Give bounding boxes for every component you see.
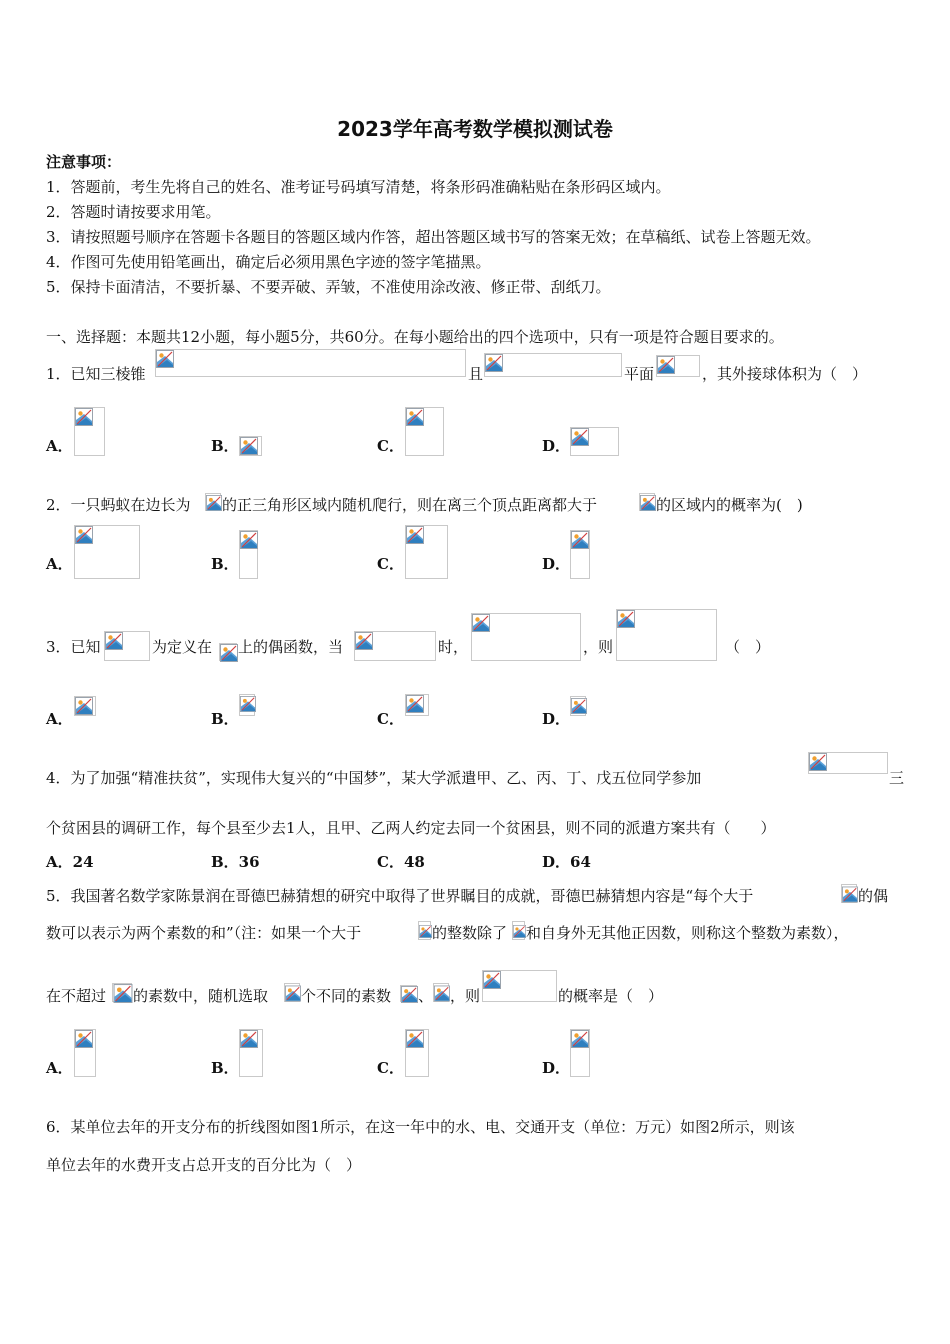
option-a-label: A． (46, 555, 73, 573)
broken-image-icon (75, 697, 93, 715)
broken-image-icon (513, 922, 526, 941)
q6-text: 单位去年的水费开支占总开支的百分比为（ ） (46, 1156, 362, 1174)
option-d-image (570, 696, 586, 716)
option-c-image (405, 1029, 429, 1077)
broken-image-icon (485, 354, 503, 372)
formula-image (400, 985, 417, 1002)
option-d-image (570, 427, 619, 456)
q5-text: 的概率是（ ） (558, 987, 664, 1005)
formula-image (354, 631, 436, 661)
option-b-label: B． (211, 710, 239, 728)
section-heading: 一、选择题：本题共12小题，每小题5分，共60分。在每小题给出的四个选项中，只有一项是符合题目要求的。 (46, 328, 784, 346)
broken-image-icon (472, 614, 490, 632)
q5-text: 数可以表示为两个素数的和”（注：如果一个大于 (46, 924, 362, 942)
broken-image-icon (285, 984, 301, 1003)
formula-image (639, 493, 655, 511)
q1-text: 1．已知三棱锥 (46, 365, 146, 383)
option-c-label: C． (377, 1059, 404, 1077)
option-d-image (570, 1029, 590, 1077)
option-d: D．64 (542, 853, 591, 871)
formula-image (104, 631, 150, 661)
option-c-label: C． (377, 710, 404, 728)
broken-image-icon (240, 1030, 258, 1048)
option-c-label: C． (377, 437, 404, 455)
option-b-image (239, 436, 262, 456)
q5-text: 5．我国著名数学家陈景润在哥德巴赫猜想的研究中取得了世界瞩目的成就，哥德巴赫猜想内容是“每个大于 (46, 887, 754, 905)
broken-image-icon (240, 531, 258, 549)
option-a-image (74, 525, 140, 579)
q1-text: 且 (468, 365, 484, 383)
broken-image-icon (220, 644, 238, 662)
formula-image (616, 609, 717, 661)
q4-text: 三 (889, 769, 905, 787)
broken-image-icon (571, 428, 589, 446)
option-a-image (74, 696, 96, 716)
broken-image-icon (355, 632, 373, 650)
broken-image-icon (240, 695, 256, 713)
q6-text: 6．某单位去年的开支分布的折线图如图1所示，在这一年中的水、电、交通开支（单位：万元）如图2所示，则该 (46, 1118, 795, 1136)
q5-text: 和自身外无其他正因数，则称这个整数为素数）， (526, 924, 849, 942)
option-b-label: B． (211, 437, 239, 455)
broken-image-icon (483, 971, 501, 989)
formula-image (471, 613, 581, 661)
broken-image-icon (206, 494, 222, 512)
page-title: 2023学年高考数学模拟测试卷 (337, 117, 613, 141)
q5-text: 、 (418, 987, 434, 1005)
formula-image (656, 355, 700, 377)
broken-image-icon (401, 986, 418, 1003)
option-b-image (239, 1029, 263, 1077)
q2-text: 2．一只蚂蚁在边长为 (46, 496, 191, 514)
option-a-image (74, 1029, 96, 1077)
broken-image-icon (105, 632, 123, 650)
notice-item: 5．保持卡面清洁，不要折暴、不要弄破、弄皱，不准使用涂改液、修正带、刮纸刀。 (46, 278, 611, 296)
formula-image (482, 970, 557, 1002)
formula-image (484, 353, 622, 377)
broken-image-icon (419, 922, 432, 941)
option-d-image (570, 530, 590, 579)
broken-image-icon (113, 984, 133, 1003)
notice-item: 4．作图可先使用铅笔画出，确定后必须用黑色字迹的签字笔描黑。 (46, 253, 491, 271)
broken-image-icon (75, 408, 93, 426)
broken-image-icon (571, 1030, 589, 1048)
q5-text: 的整数除了 (432, 924, 508, 942)
notice-heading: 注意事项： (46, 153, 122, 171)
formula-image (512, 921, 525, 940)
broken-image-icon (406, 526, 424, 544)
q3-text: 为定义在 (152, 638, 213, 656)
broken-image-icon (842, 885, 858, 904)
q3-text: 时， (438, 638, 469, 656)
option-c: C．48 (377, 853, 425, 871)
option-a-label: A． (46, 710, 73, 728)
q5-text: ，则 (450, 987, 481, 1005)
q2-text: 的区域内的概率为( ) (656, 496, 803, 514)
formula-image (112, 983, 132, 1002)
option-b-image (239, 694, 255, 716)
option-c-image (405, 525, 448, 579)
q5-text: 个不同的素数 (301, 987, 392, 1005)
broken-image-icon (75, 526, 93, 544)
q3-text: ，则 (583, 638, 614, 656)
formula-image (284, 983, 300, 1002)
broken-image-icon (640, 494, 656, 512)
formula-image (155, 349, 466, 377)
broken-image-icon (657, 356, 675, 374)
q2-text: 的正三角形区域内随机爬行，则在离三个顶点距离都大于 (222, 496, 598, 514)
option-d-label: D． (542, 710, 571, 728)
formula-image (418, 921, 431, 940)
option-b: B．36 (211, 853, 260, 871)
q5-text: 的素数中，随机选取 (133, 987, 269, 1005)
q3-text: （ ） (725, 638, 771, 656)
broken-image-icon (75, 1030, 93, 1048)
notice-item: 2．答题时请按要求用笔。 (46, 203, 221, 221)
formula-image (433, 983, 449, 1002)
broken-image-icon (406, 695, 424, 713)
option-c-label: C． (377, 555, 404, 573)
broken-image-icon (617, 610, 635, 628)
q1-text: 平面 (624, 365, 655, 383)
option-a: A．24 (46, 853, 94, 871)
option-b-label: B． (211, 1059, 239, 1077)
option-a-label: A． (46, 437, 73, 455)
option-c-image (405, 407, 444, 456)
q5-text: 的偶 (858, 887, 889, 905)
option-d-label: D． (542, 555, 571, 573)
q1-text: ，其外接球体积为（ ） (702, 365, 868, 383)
broken-image-icon (809, 753, 827, 771)
notice-item: 1．答题前，考生先将自己的姓名、准考证号码填写清楚，将条形码准确粘贴在条形码区域内。 (46, 178, 671, 196)
broken-image-icon (571, 531, 589, 549)
formula-image (808, 752, 888, 774)
q4-text: 个贫困县的调研工作，每个县至少去1人，且甲、乙两人约定去同一个贫困县，则不同的派遣方案共有（ ） (46, 819, 776, 837)
formula-image (219, 643, 237, 661)
option-b-image (239, 530, 258, 579)
broken-image-icon (571, 697, 587, 715)
q4-text: 4．为了加强“精准扶贫”，实现伟大复兴的“中国梦”，某大学派遣甲、乙、丙、丁、戊五位同学参加 (46, 769, 702, 787)
option-c-image (405, 694, 429, 716)
notice-item: 3．请按照题号顺序在答题卡各题目的答题区域内作答，超出答题区域书写的答案无效；在草稿纸、试卷上答题无效。 (46, 228, 821, 246)
option-d-label: D． (542, 437, 571, 455)
broken-image-icon (406, 408, 424, 426)
q3-text: 上的偶函数，当 (238, 638, 344, 656)
option-a-image (74, 407, 105, 456)
broken-image-icon (434, 984, 450, 1003)
option-b-label: B． (211, 555, 239, 573)
option-d-label: D． (542, 1059, 571, 1077)
option-a-label: A． (46, 1059, 73, 1077)
broken-image-icon (406, 1030, 424, 1048)
q3-text: 3．已知 (46, 638, 101, 656)
broken-image-icon (156, 350, 174, 368)
q5-text: 在不超过 (46, 987, 107, 1005)
formula-image (841, 884, 857, 903)
broken-image-icon (240, 437, 258, 455)
formula-image (205, 493, 221, 511)
